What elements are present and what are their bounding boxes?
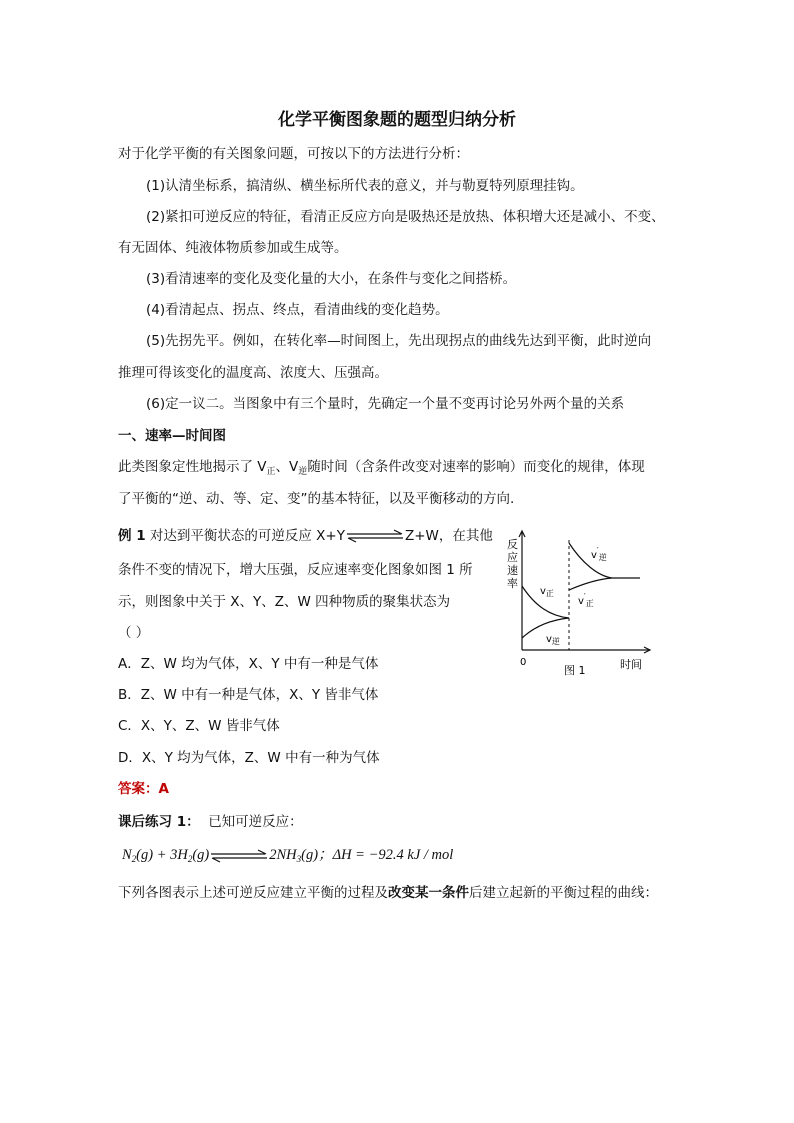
- reaction-equation: $N_2(g) + 3H_2(g)$ $2NH_3(g)$；ΔH = −92.4 kJ / mol: [122, 847, 454, 864]
- method-1: (1)认清坐标系，搞清纵、横坐标所代表的意义，并与勒夏特列原理挂钩。: [146, 178, 584, 194]
- method-2: (2)紧扣可逆反应的特征，看清正反应方向是吸热还是放热、体积增大还是减小、不变、: [146, 209, 665, 225]
- y-axis-label-4: 率: [507, 577, 518, 590]
- method-5: (5)先拐先平。例如，在转化率—时间图上，先出现拐点的曲线先达到平衡，此时逆向: [146, 333, 652, 349]
- example-line-3: 示，则图象中关于 X、Y、Z、W 四种物质的聚集状态为: [118, 594, 451, 610]
- method-2-cont: 有无固体、纯液体物质参加或生成等。: [118, 240, 348, 256]
- intro-text: 对于化学平衡的有关图象问题，可按以下的方法进行分析：: [118, 146, 469, 162]
- option-d: D．X、Y 均为气体，Z、W 中有一种为气体: [118, 750, 380, 766]
- v-zheng-label: $v_正$: [540, 586, 554, 598]
- answer: 答案：A: [118, 781, 169, 797]
- option-c: C．X、Y、Z、W 皆非气体: [118, 718, 280, 734]
- v-zheng-prime-curve: [569, 578, 612, 590]
- exercise-line: 课后练习 1： 已知可逆反应：: [118, 814, 303, 830]
- method-4: (4)看清起点、拐点、终点，看清曲线的变化趋势。: [146, 302, 449, 318]
- example-line-4: （ ）: [118, 625, 150, 641]
- option-b: B．Z、W 中有一种是气体，X、Y 皆非气体: [118, 687, 379, 703]
- section-heading: 一、速率—时间图: [118, 428, 226, 444]
- x-axis-label: 时间: [620, 658, 642, 671]
- method-5-cont: 推理可得该变化的温度高、浓度大、压强高。: [118, 365, 388, 381]
- figure-caption: 图 1: [564, 664, 586, 677]
- example-line-1: 例 1 对达到平衡状态的可逆反应 X+Y Z+W，在其他: [118, 528, 493, 544]
- section-desc-2: 了平衡的“逆、动、等、定、变”的基本特征，以及平衡移动的方向.: [118, 491, 515, 507]
- y-axis-label-1: 反: [507, 538, 518, 551]
- section-desc-1: 此类图象定性地揭示了 $V_正$、$V_逆$随时间（含条件改变对速率的影响）而变化的规律，体现: [118, 459, 645, 477]
- v-zheng-prime-label: $v'_正$: [578, 592, 594, 608]
- rate-time-figure: [500, 528, 660, 678]
- method-6: (6)定一议二。当图象中有三个量时，先确定一个量不变再讨论另外两个量的关系: [146, 396, 625, 412]
- y-axis-label-2: 应: [507, 551, 518, 564]
- method-3: (3)看清速率的变化及变化量的大小，在条件与变化之间搭桥。: [146, 271, 517, 287]
- exercise-final-line: 下列各图表示上述可逆反应建立平衡的过程及改变某一条件后建立起新的平衡过程的曲线：: [118, 885, 658, 901]
- page-title: 化学平衡图象题的题型归纳分析: [278, 110, 516, 130]
- v-ni-prime-label: $v'_逆$: [591, 546, 607, 562]
- example-line-2: 条件不变的情况下，增大压强，反应速率变化图象如图 1 所: [118, 562, 473, 578]
- equilibrium-arrow-icon: [345, 529, 405, 543]
- origin-label: 0: [520, 657, 527, 668]
- v-ni-label: $v_逆$: [546, 634, 560, 646]
- y-axis-label-3: 速: [507, 564, 518, 577]
- option-a: A．Z、W 均为气体，X、Y 中有一种是气体: [118, 656, 379, 672]
- equilibrium-arrow-icon: [209, 849, 269, 863]
